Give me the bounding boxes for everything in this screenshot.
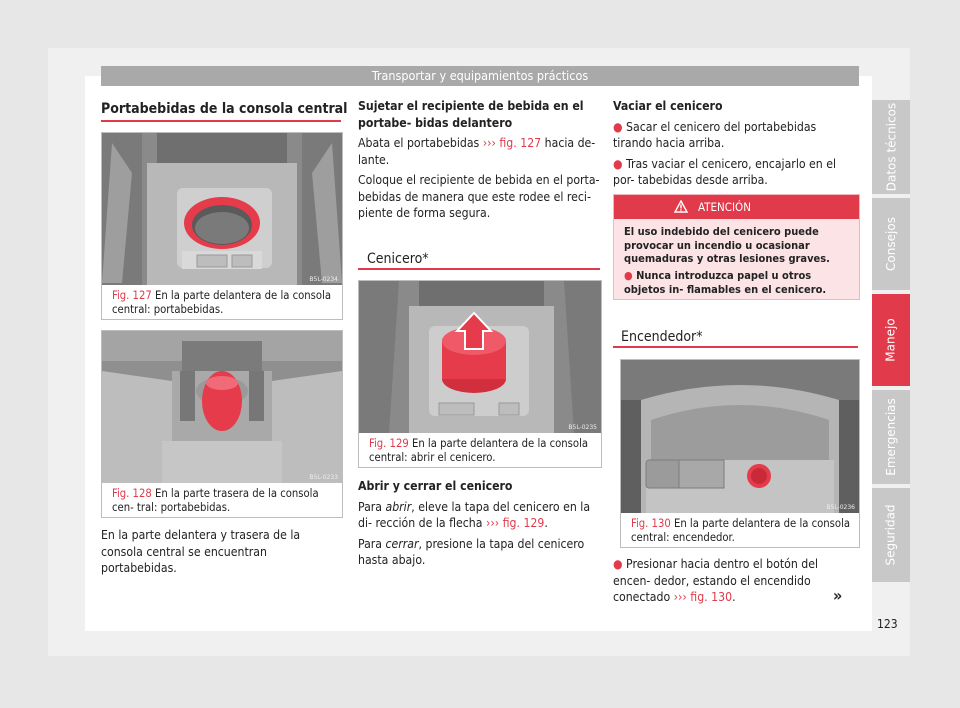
xref-fig-127[interactable]: fig. 127: [495, 136, 542, 150]
xref-arrow: ›››: [482, 136, 496, 150]
figure-128-text: En la parte trasera de la consola cen- tral: portabebidas.: [112, 487, 319, 514]
tab-emergencias[interactable]: [872, 390, 910, 484]
warning-header: [614, 195, 859, 219]
figure-130-text: En la parte delantera de la consola central: encendedor.: [631, 517, 851, 544]
text-cerrar: cerrar: [385, 536, 419, 551]
tab-label: Emergencias: [884, 398, 898, 476]
warning-body: [624, 225, 851, 297]
figure-130-number: Fig. 130: [631, 517, 671, 530]
figure-129: [358, 280, 602, 468]
tab-datos-tecnicos[interactable]: [872, 100, 910, 194]
xref-arrow: ›››: [673, 590, 687, 604]
text-presione: , presione la tapa del cenicero hasta abajo.: [358, 536, 585, 567]
text-para: Para: [358, 499, 386, 514]
figure-127-code: B5L-0234: [309, 276, 338, 283]
warning-box: [613, 194, 860, 300]
tab-label: Seguridad: [884, 504, 899, 566]
page-number: 123: [877, 617, 898, 631]
subhead-vaciar: Vaciar el cenicero: [613, 99, 723, 113]
text-period: .: [544, 516, 548, 530]
warning-bullet: [624, 269, 851, 296]
text-sacar: Sacar el cenicero del portabebidas tirando hacia arriba.: [613, 119, 817, 150]
text-abrir: abrir: [385, 499, 412, 514]
subhead-abrir-cerrar: Abrir y cerrar el cenicero: [358, 479, 513, 493]
column-2-text-lower: [358, 478, 600, 573]
bullet-icon: ●: [613, 557, 623, 571]
figure-130-caption: [631, 517, 853, 545]
xref-fig-129[interactable]: fig. 129: [499, 516, 545, 530]
bullet-icon: ●: [613, 119, 623, 134]
portabebidas-paragraph: En la parte delantera y trasera de la consola central se encuentran portabebidas.: [101, 528, 301, 575]
text-abata: Abata el portabebidas: [358, 136, 483, 150]
bullet-tras-vaciar: [613, 156, 858, 189]
tab-manejo[interactable]: [872, 294, 910, 386]
xref-fig-130[interactable]: fig. 130: [686, 590, 733, 604]
figure-127-number: Fig. 127: [112, 289, 152, 302]
figure-127: [101, 132, 343, 320]
figure-127-text: En la parte delantera de la consola central: portabebidas.: [112, 289, 332, 316]
figure-127-caption: [112, 289, 336, 317]
paragraph-cerrar: [358, 536, 600, 569]
figure-128-caption: [112, 487, 336, 515]
figure-129-number: Fig. 129: [369, 437, 409, 450]
text-presionar: Presionar hacia dentro el botón del encen- dedor, estando el encendido conectado: [613, 557, 819, 604]
subhead-sujetar: Sujetar el recipiente de bebida en el portabe- bidas delantero: [358, 99, 584, 130]
figure-128-code: B5L-0233: [309, 474, 338, 481]
chapter-header: Transportar y equipamientos prácticos: [101, 66, 859, 86]
warning-text: El uso indebido del cenicero puede provocar un incendio u ocasionar quemaduras y otras lesiones graves.: [624, 225, 830, 266]
warning-triangle-icon: [674, 200, 688, 213]
figure-128: [101, 330, 343, 518]
figure-130-code: B5L-0236: [826, 504, 855, 511]
figure-127-image: [102, 133, 342, 285]
paragraph-abrir: [358, 499, 600, 532]
section-underline: [101, 120, 341, 122]
xref-arrow: ›››: [485, 516, 500, 530]
text-period: .: [732, 590, 736, 604]
figure-130-image: [621, 360, 859, 513]
section-title-encendedor: Encendedor*: [621, 329, 703, 345]
section-underline: [358, 268, 600, 270]
figure-130: [620, 359, 860, 548]
text-para: Para: [358, 536, 386, 551]
figure-129-code: B5L-0235: [568, 424, 597, 431]
figure-128-image: [102, 331, 342, 483]
column-2-text: [358, 98, 600, 226]
text-eleve: , eleve la tapa del cenicero en la di- rección de la flecha: [358, 499, 591, 530]
warning-bullet-text: Nunca introduzca papel u otros objetos in- flamables en el cenicero.: [624, 269, 827, 296]
bullet-icon: ●: [624, 269, 633, 283]
section-title-portabebidas: Portabebidas de la consola central: [101, 101, 348, 117]
tab-label: Manejo: [884, 318, 898, 362]
bullet-sacar: [613, 119, 858, 152]
bullet-icon: ●: [613, 156, 623, 171]
section-underline: [613, 346, 858, 348]
warning-title: ATENCIÓN: [698, 200, 751, 214]
text-tras-vaciar: Tras vaciar el cenicero, encajarlo en el por- tabebidas desde arriba.: [613, 156, 837, 187]
column-3-text: [613, 98, 858, 193]
tab-seguridad[interactable]: [872, 488, 910, 582]
figure-129-text: En la parte delantera de la consola central: abrir el cenicero.: [369, 437, 589, 464]
figure-128-number: Fig. 128: [112, 487, 152, 500]
tab-consejos[interactable]: [872, 198, 910, 290]
section-title-cenicero: Cenicero*: [367, 251, 429, 267]
figure-129-caption: [369, 437, 595, 465]
tab-label: Datos técnicos: [884, 102, 898, 192]
continue-icon: »: [833, 586, 843, 605]
text-hacia-delante: hacia de- lante.: [358, 136, 596, 167]
paragraph-abata: [358, 135, 600, 168]
figure-129-image: [359, 281, 601, 433]
paragraph-coloque: Coloque el recipiente de bebida en el porta- bebidas de manera que este rodee el reci- piente de forma segura.: [358, 173, 600, 220]
tab-label: Consejos: [884, 217, 899, 271]
bullet-presionar: [613, 556, 858, 606]
